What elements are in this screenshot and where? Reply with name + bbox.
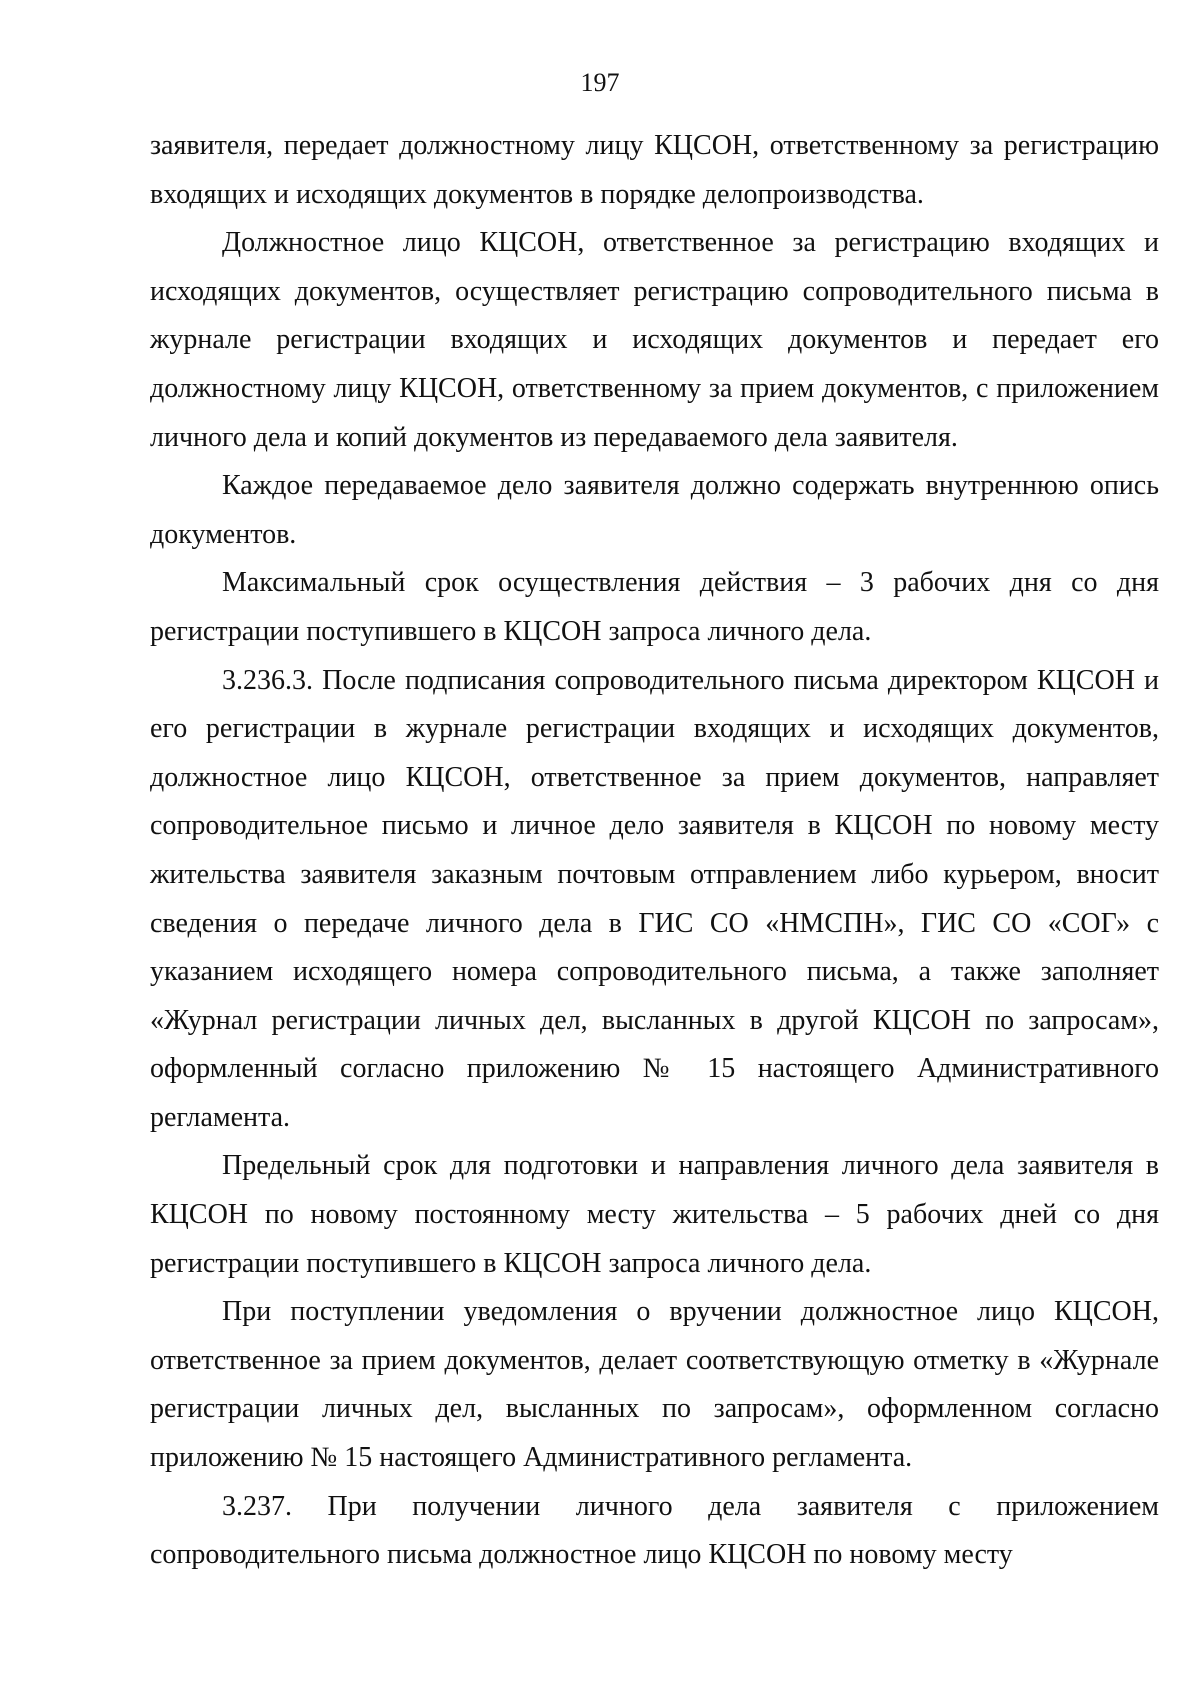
paragraph-continuation: заявителя, передает должностному лицу КЦСОН, ответственному за регистрацию входящих и исходящих документов в порядке делопроизводства.	[150, 130, 1159, 210]
paragraph-3-236-3: 3.236.3. После подписания сопроводительного письма директором КЦСОН и его регистрации в журнале регистрации входящих и исходящих документов, должностное лицо КЦСОН, ответственное за прием документов, направляет сопроводительное письмо и личное дело заявителя в КЦСОН по новому месту жительства заявителя заказным почтовым отправлением либо курьером, вносит сведения о передаче личного дела в ГИС СО «НМСПН», ГИС СО «СОГ» с указанием исходящего номера сопроводительного письма, а также заполняет «Журнал регистрации личных дел, высланных в другой КЦСОН по запросам», оформленный согласно приложению № 15 настоящего Административного регламента.	[150, 664, 1159, 1133]
document-body	[150, 122, 1159, 1580]
paragraph-limit-term: Предельный срок для подготовки и направления личного дела заявителя в КЦСОН по новому постоянному месту жительства – 5 рабочих дней со дня регистрации поступившего в КЦСОН запроса личного дела.	[150, 1150, 1159, 1279]
paragraph-3-237: 3.237. При получении личного дела заявителя с приложением сопроводительного письма должностное лицо КЦСОН по новому месту	[150, 1490, 1159, 1571]
paragraph-delivery-notice: При поступлении уведомления о вручении должностное лицо КЦСОН, ответственное за прием документов, делает соответствующую отметку в «Журнале регистрации личных дел, высланных по запросам», оформленном согласно приложению № 15 настоящего Административного регламента.	[150, 1296, 1159, 1474]
paragraph-registration: Должностное лицо КЦСОН, ответственное за регистрацию входящих и исходящих документов, осуществляет регистрацию сопроводительного письма в журнале регистрации входящих и исходящих документов и передает его должностному лицу КЦСОН, ответственному за прием документов, с приложением личного дела и копий документов из передаваемого дела заявителя.	[150, 227, 1159, 453]
page-number: 197	[580, 68, 620, 97]
paragraph-max-term: Максимальный срок осуществления действия – 3 рабочих дня со дня регистрации поступившего в КЦСОН запроса личного дела.	[150, 567, 1159, 647]
paragraph-inventory: Каждое передаваемое дело заявителя должно содержать внутреннюю опись документов.	[150, 470, 1159, 550]
